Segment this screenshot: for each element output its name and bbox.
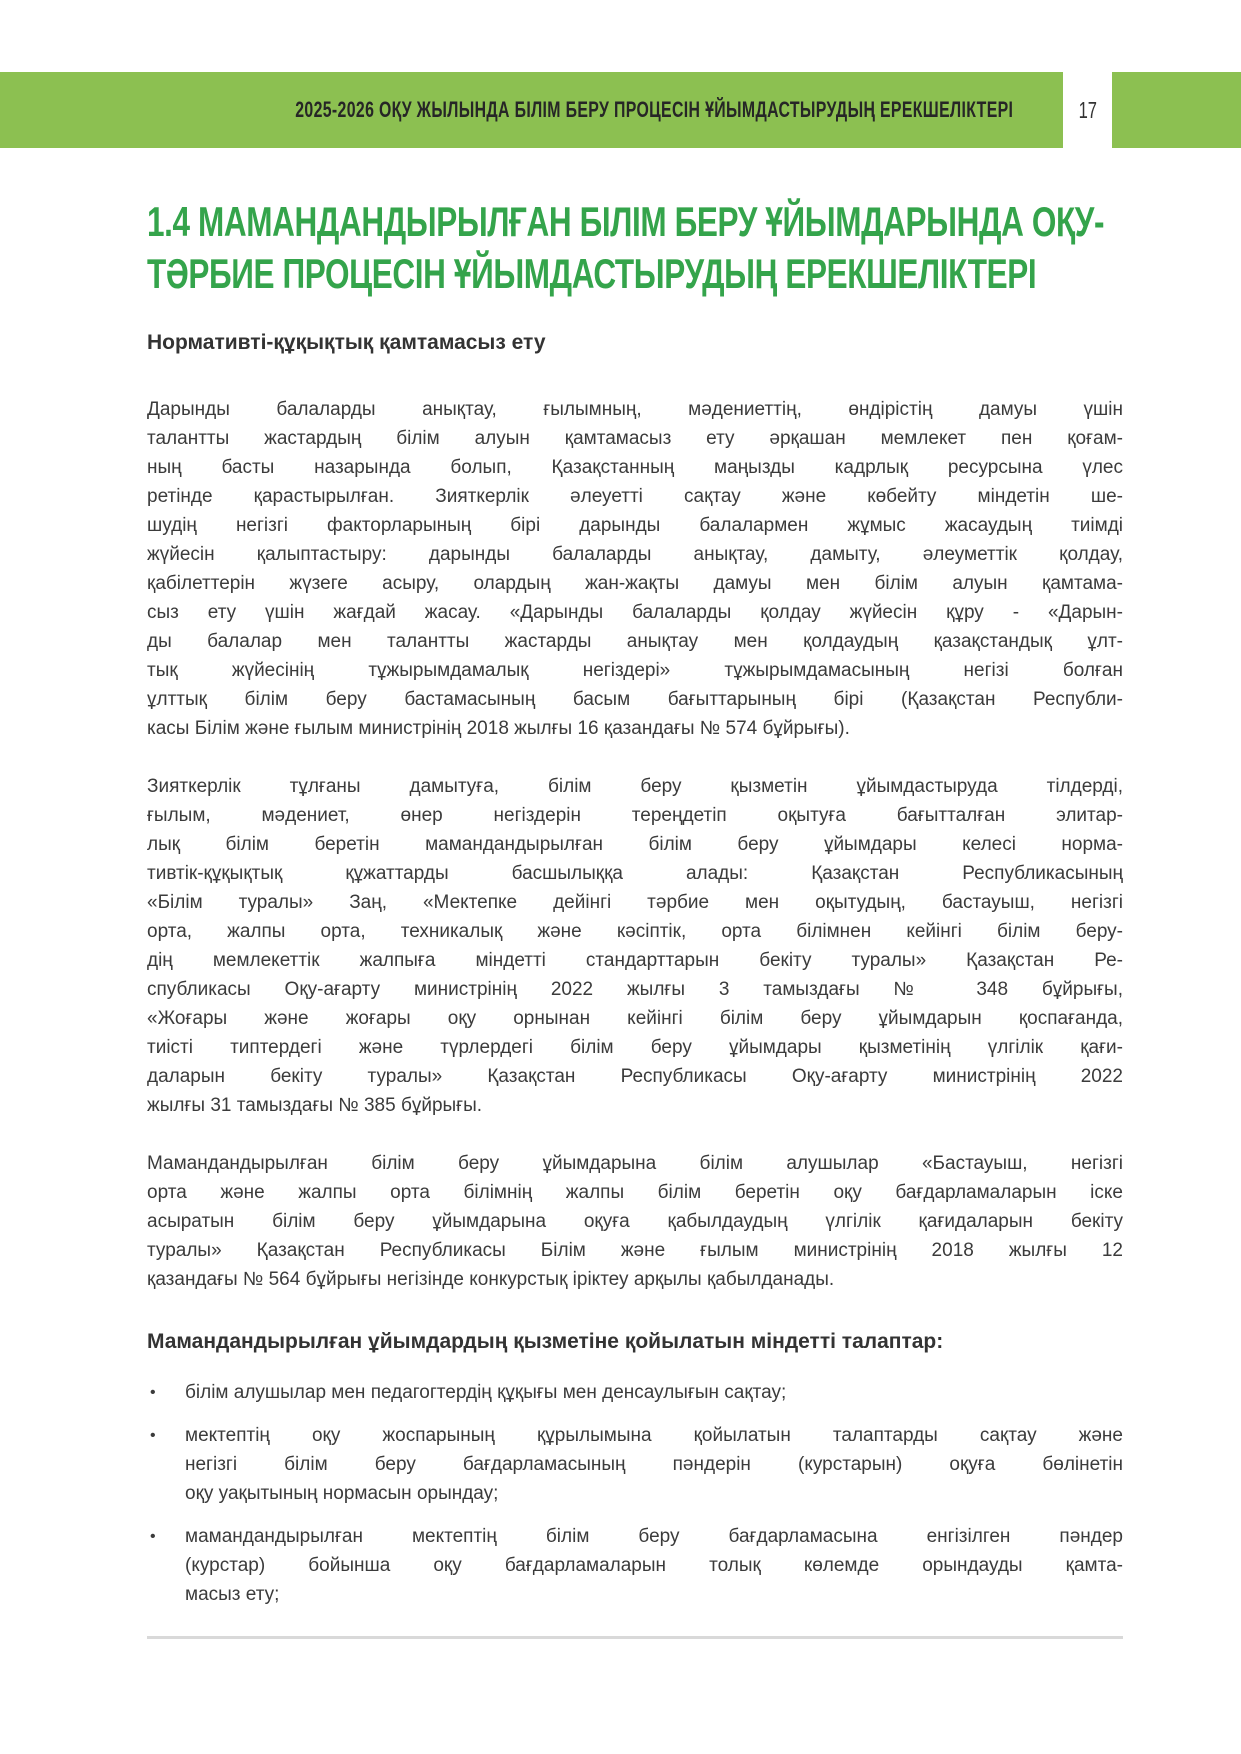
text-line: жылғы 31 тамыздағы № 385 бұйрығы.	[147, 1095, 483, 1116]
text-line: «Білім туралы» Заң, «Мектепке дейінгі тәрбие мен оқытудың, бастауыш, негізгі	[147, 892, 1123, 913]
text-line: туралы» Қазақстан Республикасы Білім және ғылым министрінің 2018 жылғы 12	[147, 1240, 1123, 1261]
text-line: Зияткерлік тұлғаны дамытуға, білім беру қызметін ұйымдастыруда тілдерді,	[147, 776, 1123, 797]
text-line: орта және жалпы орта білімнің жалпы білім беретін оқу бағдарламаларын іске	[147, 1182, 1123, 1203]
text-line: мектептің оқу жоспарының құрылымына қойылатын талаптарды сақтау және	[185, 1425, 1123, 1446]
footer-rule	[147, 1636, 1123, 1639]
text-line: орта, жалпы орта, техникалық және кәсіптік, орта білімнен кейінгі білім беру-	[147, 921, 1123, 942]
page-header	[0, 72, 1241, 148]
text-line: білім алушылар мен педагогтердің құқығы мен денсаулығын сақтау;	[185, 1382, 787, 1403]
text-line: сыз ету үшін жағдай жасау. «Дарынды балаларды қолдау жүйесін құру - «Дарын-	[147, 602, 1123, 623]
text-line: дің мемлекеттік жалпыға міндетті стандарттарын бекіту туралы» Қазақстан Ре-	[147, 950, 1123, 971]
bullet-item	[147, 1421, 1123, 1508]
text-line: даларын бекіту туралы» Қазақстан Республикасы Оқу-ағарту министрінің 2022	[147, 1066, 1123, 1087]
section-title-line: 1.4 МАМАНДАНДЫРЫЛҒАН БІЛІМ БЕРУ ҰЙЫМДАРЫНДА ОҚУ-	[147, 198, 1105, 245]
bullet-text	[185, 1421, 1123, 1508]
page-number	[1063, 72, 1112, 148]
text-line: негізгі білім беру бағдарламасының пәндерін (курстарын) оқуға бөлінетін	[185, 1454, 1123, 1475]
text-line: Дарынды балаларды анықтау, ғылымның, мәдениеттің, өндірістің дамуы үшін	[147, 399, 1123, 420]
text-line: қазандағы № 564 бұйрығы негізінде конкурстық іріктеу арқылы қабылданады.	[147, 1269, 835, 1290]
header-green-bar	[0, 72, 1063, 148]
text-line: шудің негізгі факторларының бірі дарынды балалармен жұмыс жасаудың тиімді	[147, 515, 1123, 536]
text-line: тық жүйесінің тұжырымдамалық негіздері» тұжырымдамасының негізі болған	[147, 660, 1123, 681]
text-line: ды балалар мен талантты жастарды анықтау мен қолдаудың қазақстандық ұлт-	[147, 631, 1123, 652]
subsection-heading: Нормативті-құқықтық қамтамасыз ету	[147, 331, 546, 354]
requirements-heading: Мамандандырылған ұйымдардың қызметіне қойылатын міндетті талаптар:	[147, 1330, 944, 1353]
text-line: спубликасы Оқу-ағарту министрінің 2022 жылғы 3 тамыздағы № 348 бұйрығы,	[147, 979, 1123, 1000]
text-line: ғылым, мәдениет, өнер негіздерін тереңдетіп оқытуға бағытталған элитар-	[147, 805, 1123, 826]
text-line: ретінде қарастырылған. Зияткерлік әлеуетті сақтау және көбейту міндетін ше-	[147, 486, 1123, 507]
paragraph-3	[147, 1149, 1123, 1294]
bullet-marker: •	[150, 1427, 156, 1444]
text-line: мамандандырылған мектептің білім беру бағдарламасына енгізілген пәндер	[185, 1526, 1123, 1547]
bullet-item	[147, 1378, 1123, 1407]
text-line: тиісті типтердегі және түрлердегі білім беру ұйымдары қызметінің үлгілік қағи-	[147, 1037, 1123, 1058]
text-line: лық білім беретін мамандандырылған білім беру ұйымдары келесі норма-	[147, 834, 1123, 855]
bullet-text	[185, 1378, 1123, 1407]
page-content	[147, 196, 1123, 1639]
section-title	[147, 196, 1123, 300]
bullet-list	[147, 1378, 1123, 1609]
paragraph-2	[147, 772, 1123, 1120]
text-line: талантты жастардың білім алуын қамтамасыз ету әрқашан мемлекет пен қоғам-	[147, 428, 1123, 449]
section-title-line: ТӘРБИЕ ПРОЦЕСІН ҰЙЫМДАСТЫРУДЫҢ ЕРЕКШЕЛІКТЕРІ	[147, 250, 1037, 297]
text-line: «Жоғары және жоғары оқу орнынан кейінгі білім беру ұйымдарын қоспағанда,	[147, 1008, 1123, 1029]
text-line: жүйесін қалыптастыру: дарынды балаларды анықтау, дамыту, әлеуметтік қолдау,	[147, 544, 1123, 565]
text-line: тивтік-құқықтық құжаттарды басшылыққа алады: Қазақстан Республикасының	[147, 863, 1123, 884]
text-line: оқу уақытының нормасын орындау;	[185, 1483, 499, 1504]
text-line: касы Білім және ғылым министрінің 2018 жылғы 16 қазандағы № 574 бұйрығы).	[147, 718, 850, 739]
text-line: ұлттық білім беру бастамасының басым бағыттарының бірі (Қазақстан Республи-	[147, 689, 1123, 710]
header-title: 2025-2026 ОҚУ ЖЫЛЫНДА БІЛІМ БЕРУ ПРОЦЕСІН ҰЙЫМДАСТЫРУДЫҢ ЕРЕКШЕЛІКТЕРІ	[294, 97, 1013, 122]
header-right-block	[1112, 72, 1241, 148]
bullet-item	[147, 1522, 1123, 1609]
text-line: асыратын білім беру ұйымдарына оқуға қабылдаудың үлгілік қағидаларын бекіту	[147, 1211, 1123, 1232]
text-line: ның басты назарында болып, Қазақстанның маңызды кадрлық ресурсына үлес	[147, 457, 1123, 478]
bullet-text	[185, 1522, 1123, 1609]
bullet-marker: •	[150, 1528, 156, 1545]
text-line: (курстар) бойынша оқу бағдарламаларын толық көлемде орындауды қамта-	[185, 1555, 1123, 1576]
bullet-marker: •	[150, 1384, 156, 1401]
text-line: қабілеттерін жүзеге асыру, олардың жан-жақты дамуы мен білім алуын қамтама-	[147, 573, 1123, 594]
text-line: масыз ету;	[185, 1584, 280, 1605]
page-number-value: 17	[1078, 96, 1097, 123]
paragraph-1	[147, 395, 1123, 743]
text-line: Мамандандырылған білім беру ұйымдарына білім алушылар «Бастауыш, негізгі	[147, 1153, 1123, 1174]
